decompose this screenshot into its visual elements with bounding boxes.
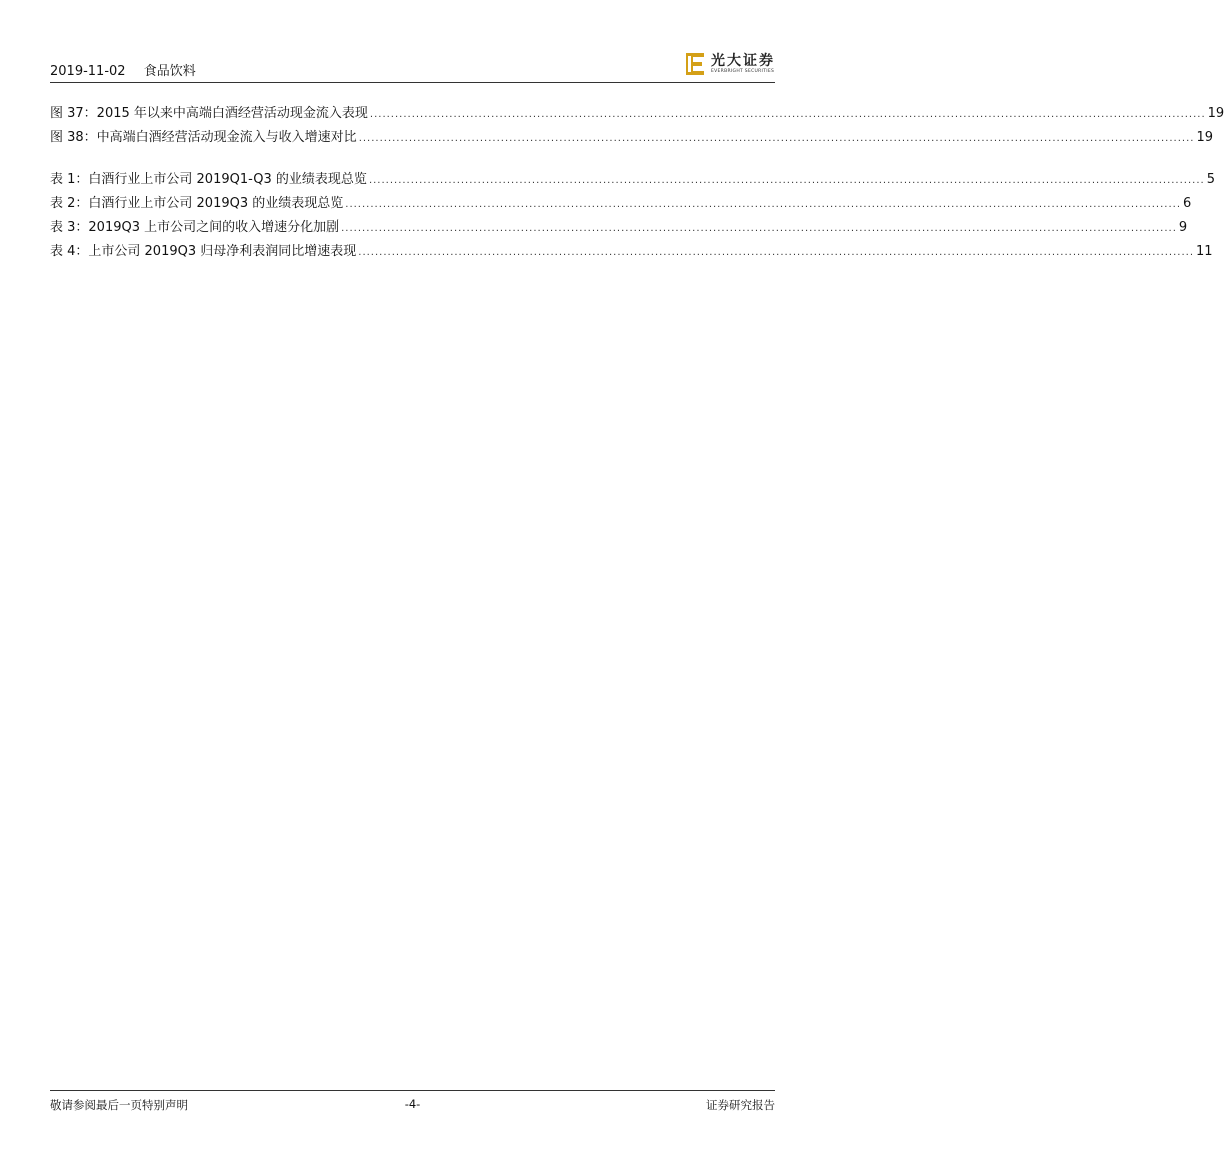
report-sector: 食品饮料: [143, 64, 196, 79]
toc-entry-label: 表 1：白酒行业上市公司 2019Q1-Q3 的业绩表现总览: [50, 172, 367, 187]
toc-leader-dots: ........................................................................................................................................................................................................: [368, 175, 1205, 186]
toc-leader-dots: ........................................................................................................................................................................................................: [358, 133, 1195, 144]
page-number: -4-: [404, 1097, 421, 1111]
toc-entry-label: 表 4：上市公司 2019Q3 归母净利表润同比增速表现: [50, 244, 357, 259]
toc-entry[interactable]: [50, 240, 1213, 264]
toc-entry-page: 19: [1196, 130, 1213, 145]
toc-leader-dots: ........................................................................................................................................................................................................: [369, 109, 1206, 120]
toc-entry-page: 11: [1196, 244, 1213, 259]
footer-disclaimer: 敬请参阅最后一页特别声明: [50, 1098, 188, 1112]
toc-entry[interactable]: [50, 192, 1192, 216]
toc-entry[interactable]: [50, 126, 1213, 150]
toc-entry-label: 图 38：中高端白酒经营活动现金流入与收入增速对比: [50, 130, 357, 145]
report-date: 2019-11-02: [50, 64, 126, 79]
toc-entry-page: 19: [1207, 106, 1224, 121]
toc-entry[interactable]: [50, 102, 1224, 126]
page-footer: [50, 1090, 775, 1117]
toc-leader-dots: ........................................................................................................................................................................................................: [345, 199, 1182, 210]
toc-entry-label: 图 37：2015 年以来中高端白酒经营活动现金流入表现: [50, 106, 368, 121]
toc-entry-page: 9: [1178, 220, 1188, 235]
toc-entry[interactable]: [50, 216, 1188, 240]
toc-entry-page: 5: [1206, 172, 1215, 187]
header-left: [50, 60, 210, 79]
toc-leader-dots: ........................................................................................................................................................................................................: [358, 247, 1195, 258]
toc-entry-label: 表 2：白酒行业上市公司 2019Q3 的业绩表现总览: [50, 196, 344, 211]
toc-entry-label: 表 3：2019Q3 上市公司之间的收入增速分化加剧: [50, 220, 340, 235]
toc-leader-dots: ........................................................................................................................................................................................................: [341, 223, 1177, 234]
page-header: [50, 48, 775, 83]
toc-entry[interactable]: [50, 168, 1215, 192]
company-logo: [685, 50, 775, 78]
footer-report-type: 证券研究报告: [706, 1098, 775, 1112]
logo-chinese-name: 光大证券: [711, 52, 775, 69]
logo-english-name: EVERBRIGHT SECURITIES: [711, 68, 775, 74]
everbright-logo-icon: [685, 52, 707, 76]
table-of-contents: [50, 102, 1224, 264]
toc-entry-page: 6: [1183, 196, 1192, 211]
